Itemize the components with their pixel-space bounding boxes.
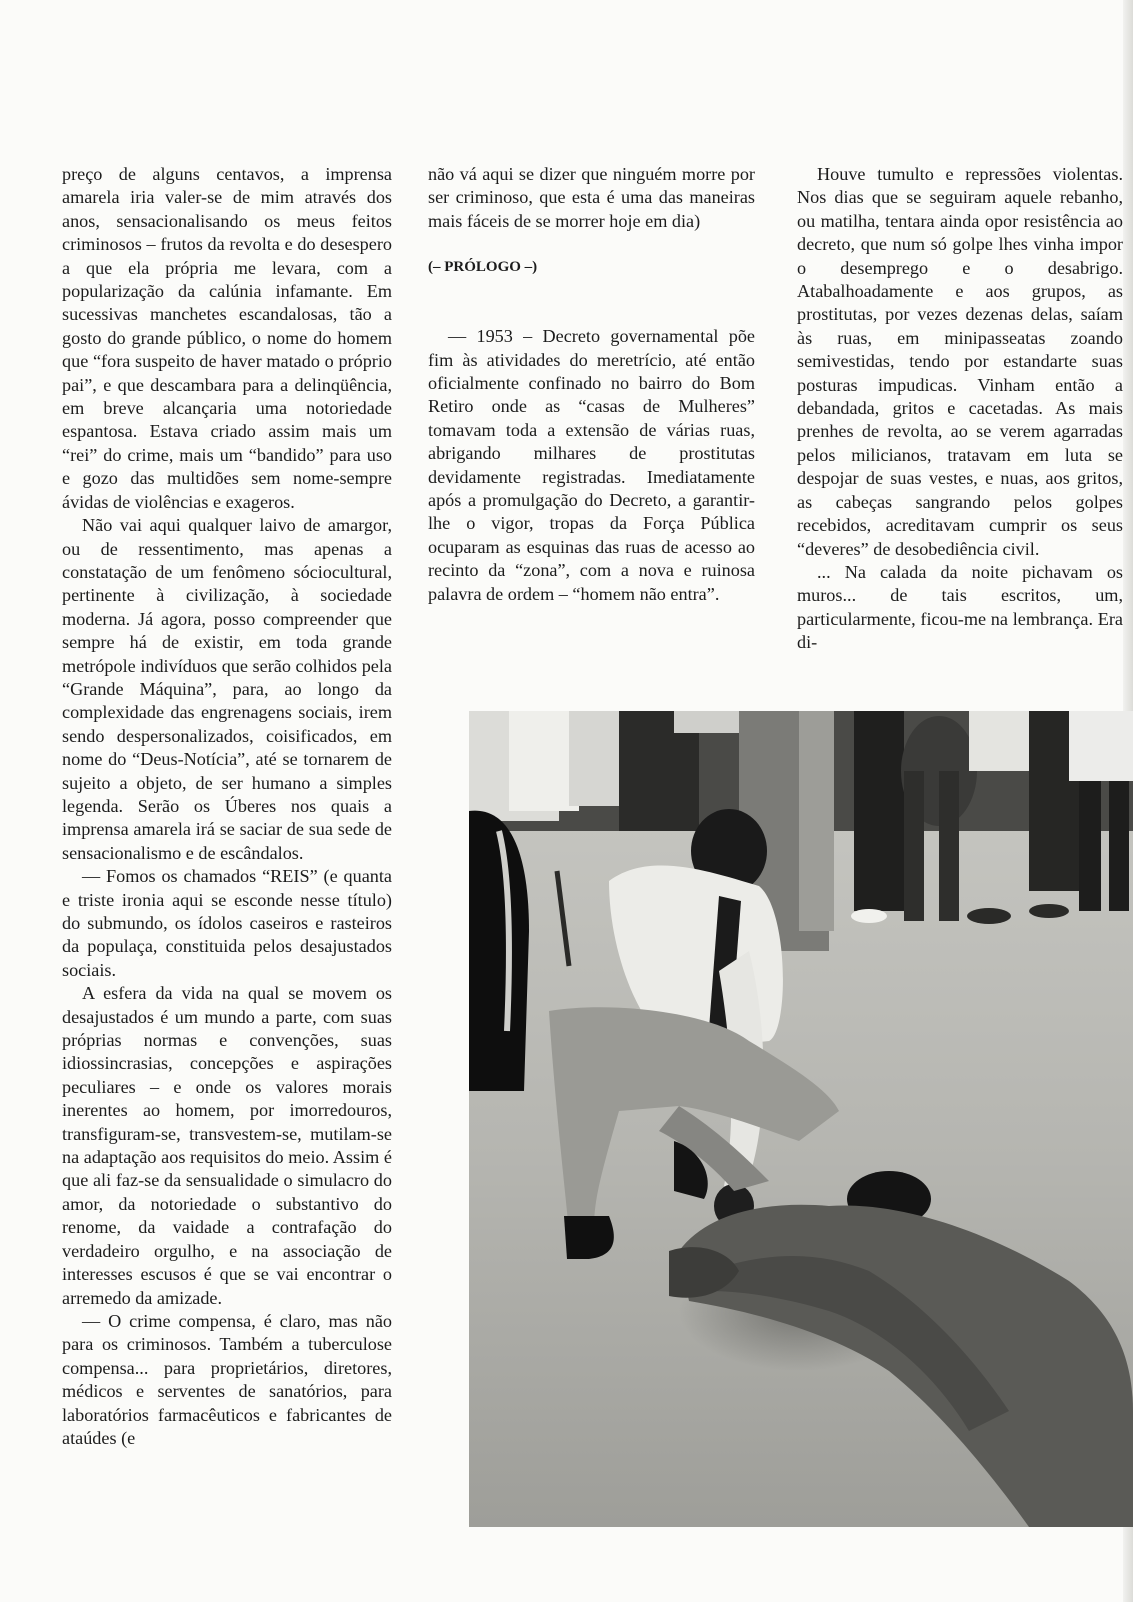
paragraph: preço de alguns centavos, a imprensa amarela iria valer-se de mim através dos anos, sensacionalisando os meus feitos criminosos – frutos da revolta e do desespero a que ela própria me levara, com a popularização da calúnia infamante. Em sucessivas manchetes escandalosas, tão a gosto do grande público, o nome do homem que “fora suspeito de haver matado o próprio pai”, e que descambara para a delinqüência, em breve alcançaria uma notoriedade espantosa. Estava criado assim mais um “rei” do crime, mais um “bandido” para uso e gozo das multidões sem nome-sempre ávidas de violências e exageros. (62, 164, 392, 512)
photo-illustration (469, 711, 1133, 1527)
text-column-1 (62, 163, 392, 1450)
news-photograph (469, 711, 1133, 1527)
text-column-3 (797, 163, 1123, 655)
paragraph: Houve tumulto e repressões violentas. Nos dias que se seguiram aquele rebanho, ou matilha, tentara ainda opor resistência ao decreto, que num só golpe lhes vinha impor o desemprego e o desabrigo. Atabalhoadamente e aos grupos, as prostitutas, por vezes dezenas delas, saíam às ruas, em minipasseatas zoando semivestidas, tendo por estandarte suas posturas impudicas. Vinham então a debandada, gritos e cacetadas. As mais prenhes de revolta, ao se verem agarradas pelos milicianos, tratavam em luta se despojar de suas vestes, e nuas, aos gritos, as cabeças sangrando pelos golpes recebidos, acreditavam cumprir os seus “deveres” de desobediência civil. (797, 164, 1123, 559)
paragraph: Não vai aqui qualquer laivo de amargor, ou de ressentimento, mas apenas a constatação de um fenômeno sóciocultural, pertinente à civilização, à sociedade moderna. Já agora, posso compreender que sempre há de existir, em toda grande metrópole indivíduos que serão colhidos pela “Grande Máquina”, para, ao longo da complexidade das engrenagens sociais, irem sendo despersonalizados, coisificados, em nome do “Deus-Notícia”, até se tornarem de sujeito a objeto, de ser humano a simples legenda. Serão os Úberes nos quais a imprensa amarela irá se saciar de sua sede de sensacionalismo e de escândalos. (62, 515, 392, 863)
paragraph: — Fomos os chamados “REIS” (e quanta e triste ironia aqui se esconde nesse título) do submundo, os ídolos caseiros e rasteiros da populaça, constituida pelos desajustados sociais. (62, 866, 392, 980)
paragraph: ... Na calada da noite pichavam os muros... de tais escritos, um, particularmente, ficou-me na lembrança. Era di- (797, 561, 1123, 653)
section-heading: (– PRÓLOGO –) (428, 259, 538, 276)
text-column-2 (428, 163, 755, 606)
paragraph: não vá aqui se dizer que ninguém morre por ser criminoso, que esta é uma das maneiras mais fáceis de se morrer hoje em dia) (428, 164, 755, 231)
paragraph: A esfera da vida na qual se movem os desajustados é um mundo a parte, com suas próprias normas e convenções, suas idiossincrasias, concepções e aspirações peculiares – e onde os valores morais inerentes ao homem, por imorredouros, transfiguram-se, transvestem-se, mutilam-se na adaptação aos requisitos do meio. Assim é que ali faz-se da sensualidade o simulacro do amor, da notoriedade o substantivo do renome, da vaidade a contrafação do verdadeiro orgulho, e na associação de interesses escusos é que se vai encontrar o arremedo da amizade. (62, 983, 392, 1308)
paragraph: — 1953 – Decreto governamental põe fim às atividades do meretrício, até então oficialmente confinado no bairro do Bom Retiro onde as “casas de Mulheres” tomavam toda a extensão de várias ruas, abrigando milhares de prostitutas devidamente registradas. Imediatamente após a promulgação do Decreto, a garantir-lhe o vigor, tropas da Força Pública ocuparam as esquinas das ruas de acesso ao recinto da “zona”, com a nova e ruinosa palavra de ordem – “homem não entra”. (428, 326, 755, 604)
paragraph: — O crime compensa, é claro, mas não para os criminosos. Também a tuberculose compensa... para proprietários, diretores, médicos e serventes de sanatórios, para laboratórios farmacêuticos e fabricantes de ataúdes (e (62, 1310, 392, 1448)
